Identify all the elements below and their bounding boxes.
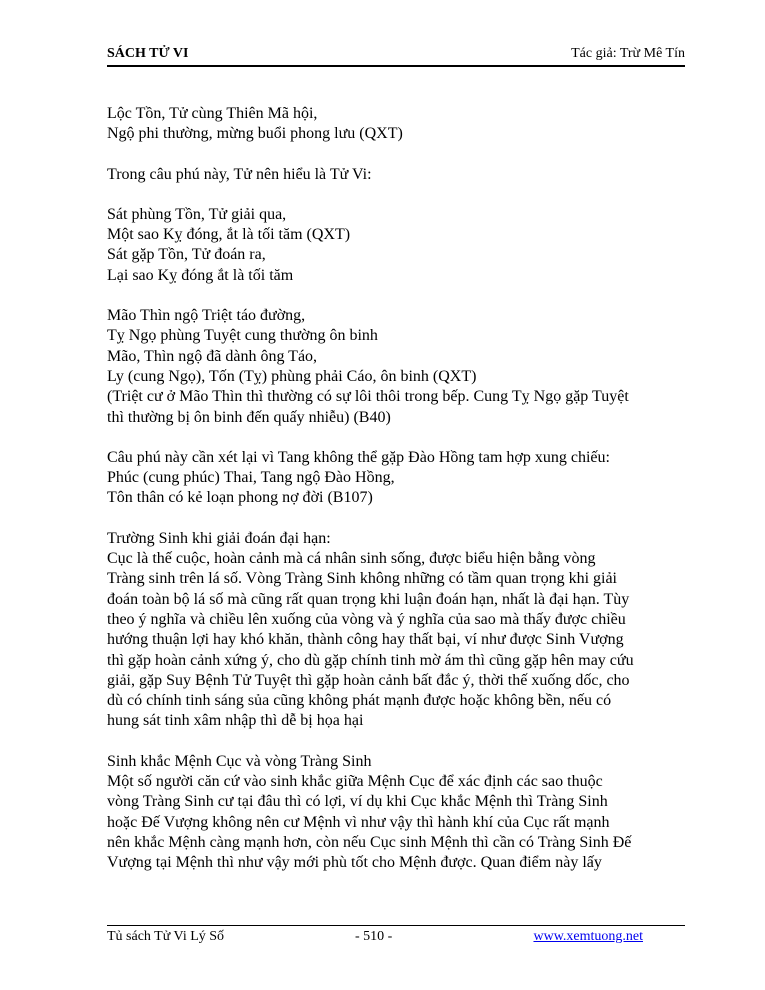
paragraph: [107, 752, 687, 874]
text-line: nên khắc Mệnh càng mạnh hơn, còn nếu Cục sinh Mệnh thì cần có Tràng Sinh Đế: [107, 833, 632, 851]
paragraph: [107, 529, 687, 732]
text-line: Trong câu phú này, Tử nên hiểu là Tử Vi:: [107, 165, 372, 183]
text-line: thì gặp hoàn cảnh xứng ý, cho dù gặp chính tinh mờ ám thì cũng gặp hên may cứu: [107, 651, 634, 669]
text-line: Trường Sinh khi giải đoán đại hạn:: [107, 529, 331, 547]
text-line: Ngộ phi thường, mừng buổi phong lưu (QXT): [107, 125, 403, 143]
text-line: Một sao Kỵ đóng, ắt là tối tăm (QXT): [107, 226, 351, 244]
text-line: Cục là thế cuộc, hoàn cảnh mà cá nhân sinh sống, được biểu hiện bằng vòng: [107, 550, 596, 568]
page-body: [107, 104, 687, 894]
book-title: SÁCH TỬ VI: [107, 46, 189, 61]
text-line: dù có chính tinh sáng sủa cũng không phát mạnh được hoặc không bền, nếu có: [107, 692, 612, 710]
text-line: Sát phùng Tồn, Tử giải qua,: [107, 205, 287, 223]
paragraph: [107, 165, 687, 185]
text-line: Tôn thân có kẻ loạn phong nợ đời (B107): [107, 489, 373, 507]
header-rule: [107, 65, 685, 67]
text-line: hướng thuận lợi hay khó khăn, thành công hay thất bại, ví như được Sinh Vượng: [107, 631, 624, 649]
text-line: giải, gặp Suy Bệnh Tử Tuyệt thì gặp hoàn cảnh bất đắc ý, thời thế xuống dốc, cho: [107, 671, 630, 689]
paragraph: [107, 205, 687, 286]
footer-link[interactable]: www.xemtuong.net: [533, 929, 643, 944]
author-label: Tác giả: Trừ Mê Tín: [571, 46, 685, 61]
text-line: Tỵ Ngọ phùng Tuyệt cung thường ôn binh: [107, 327, 378, 345]
text-line: Một số người căn cứ vào sinh khắc giữa Mệnh Cục để xác định các sao thuộc: [107, 773, 603, 791]
text-line: Câu phú này cần xét lại vì Tang không thể gặp Đào Hồng tam hợp xung chiếu:: [107, 448, 610, 466]
text-line: Mão, Thìn ngộ đã dành ông Táo,: [107, 347, 318, 365]
text-line: Ly (cung Ngọ), Tốn (Tỵ) phùng phải Cáo, ôn binh (QXT): [107, 367, 477, 385]
text-line: vòng Tràng Sinh cư tại đâu thì có lợi, ví dụ khi Cục khắc Mệnh thì Tràng Sinh: [107, 793, 608, 811]
text-line: Sinh khắc Mệnh Cục và vòng Tràng Sinh: [107, 752, 372, 770]
paragraph: [107, 448, 687, 509]
text-line: đoán toàn bộ lá số mà cũng rất quan trọng khi luận đoán hạn, nhất là đại hạn. Tùy: [107, 590, 630, 608]
text-line: thì thường bị ôn binh đến quấy nhiễu) (B40): [107, 408, 391, 426]
text-line: hoặc Đế Vượng không nên cư Mệnh vì như vậy thì hành khí của Cục rất mạnh: [107, 813, 610, 831]
page-footer: [107, 929, 685, 949]
text-line: Vượng tại Mệnh thì như vậy mới phù tốt cho Mệnh được. Quan điểm này lấy: [107, 854, 602, 872]
footer-rule: [107, 925, 685, 926]
paragraph: [107, 306, 687, 428]
page-header: [107, 46, 685, 66]
text-line: Lại sao Kỵ đóng ắt là tối tăm: [107, 266, 294, 284]
paragraph: [107, 104, 687, 145]
text-line: theo ý nghĩa và chiều lên xuống của vòng và ý nghĩa của sao mà thấy được chiều: [107, 610, 626, 628]
footer-series: Tủ sách Tử Vi Lý Số: [107, 929, 225, 944]
text-line: Tràng sinh trên lá số. Vòng Tràng Sinh không những có tầm quan trọng khi giải: [107, 570, 617, 588]
text-line: Lộc Tồn, Tử cùng Thiên Mã hội,: [107, 105, 318, 122]
page-number: - 510 -: [355, 929, 393, 944]
text-line: (Triệt cư ở Mão Thìn thì thường có sự lôi thôi trong bếp. Cung Tỵ Ngọ gặp Tuyệt: [107, 388, 629, 406]
text-line: Phúc (cung phúc) Thai, Tang ngộ Đào Hồng,: [107, 469, 395, 487]
text-line: Sát gặp Tồn, Tử đoán ra,: [107, 246, 266, 264]
text-line: hung sát tinh xâm nhập thì dễ bị họa hại: [107, 712, 364, 730]
text-line: Mão Thìn ngộ Triệt táo đường,: [107, 307, 306, 325]
